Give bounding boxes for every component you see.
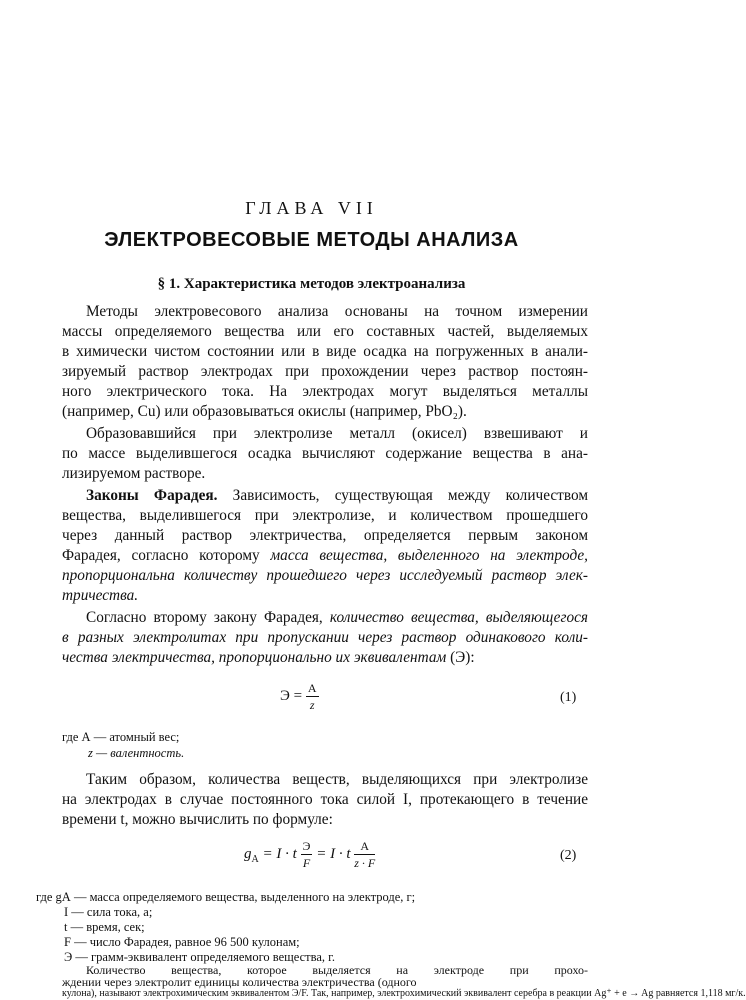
fraction: $\frac{Э}{F}$ [302, 839, 311, 870]
paragraph-line: в разных электролитах при пропускании через раствор одинакового коли- [62, 629, 588, 646]
paragraph-line: вещества, выделившегося при электролизе, и количеством прошедшего [62, 507, 588, 524]
paragraph-line: через данный раствор электричества, определяется первым законом [62, 527, 588, 544]
paragraph-line: тричества. [62, 587, 139, 604]
legend-line: где gА — масса определяемого вещества, выделенного на электроде, г; [36, 890, 416, 904]
chapter-heading: ГЛАВА VII [245, 198, 378, 218]
chapter-title: ЭЛЕКТРОВЕСОВЫЕ МЕТОДЫ АНАЛИЗА [104, 229, 519, 251]
paragraph-line: пропорциональна количеству прошедшего через исследуемый раствор элек- [62, 567, 588, 584]
legend-line: где А — атомный вес; [62, 730, 180, 744]
paragraph-line: ждении через электролит единицы количества электричества (одного [62, 975, 417, 989]
equation-2: $g_A = I \cdot t$ $\frac{Э}{F}$ = I · t $\frac{А}{z \cdot F}$ [244, 839, 376, 870]
legend-line: t — время, сек; [64, 920, 145, 934]
paragraph-line: Методы электровесового анализа основаны на точном измерении [86, 303, 588, 320]
paragraph-line: в химически чистом состоянии или в виде осадка на погруженных в анали- [62, 343, 588, 360]
legend-line: z — валентность. [88, 746, 185, 760]
paragraph-line: Таким образом, количества веществ, выделяющихся при электролизе [86, 771, 588, 788]
paragraph-line: времени t, можно вычислить по формуле: [62, 811, 333, 828]
paragraph-line: кулона), называют электрохимическим эквивалентом Э/F. Так, например, электрохимический эквивалент серебра в реакции Ag⁺ + e → Ag равняется 1,118 мг/к. [62, 988, 746, 999]
legend-line: Э — грамм-эквивалент определяемого вещества, г. [64, 950, 336, 964]
paragraph-line: массы определяемого вещества или его составных частей, выделяемых [62, 323, 588, 340]
paragraph-line: Согласно второму закону Фарадея, количество вещества, выделяющегося [86, 609, 588, 626]
equation-1: Э = $\frac{А}{z}$ [280, 681, 317, 712]
equation-2-number: (2) [560, 848, 577, 863]
paragraph-line: по массе выделившегося осадка вычисляют содержание вещества в ана- [62, 445, 588, 462]
fraction: $\frac{А}{z}$ [307, 681, 317, 712]
equation-1-number: (1) [560, 690, 577, 705]
paragraph-line: чества электричества, пропорционально их эквивалентам (Э): [62, 649, 475, 666]
paragraph-line: Законы Фарадея. Зависимость, существующая между количеством [86, 487, 588, 504]
paragraph-line: Фарадея, согласно которому масса вещества, выделенного на электроде, [62, 547, 588, 564]
paragraph-line: на электродах в случае постоянного тока силой I, протекающего в течение [62, 791, 588, 808]
fraction: $\frac{А}{z \cdot F}$ [354, 839, 376, 870]
legend-line: I — сила тока, а; [64, 905, 153, 919]
paragraph-line: ного электрического тока. На электродах могут выделяться металлы [62, 383, 588, 400]
section-heading: § 1. Характеристика методов электроанализа [157, 276, 466, 292]
paragraph-line: Образовавшийся при электролизе металл (окисел) взвешивают и [86, 425, 588, 442]
paragraph-line: (например, Cu) или образовываться окислы (например, PbO₂). [62, 403, 467, 420]
paragraph-line: зируемый раствор электродах при прохождении через раствор постоян- [62, 363, 588, 380]
legend-line: F — число Фарадея, равное 96 500 кулонам; [64, 935, 300, 949]
faraday-laws-lead: Законы Фарадея. [86, 487, 218, 504]
paragraph-line: Количество вещества, которое выделяется на электроде при прохо- [86, 963, 588, 977]
paragraph-line: лизируемом растворе. [62, 465, 206, 482]
